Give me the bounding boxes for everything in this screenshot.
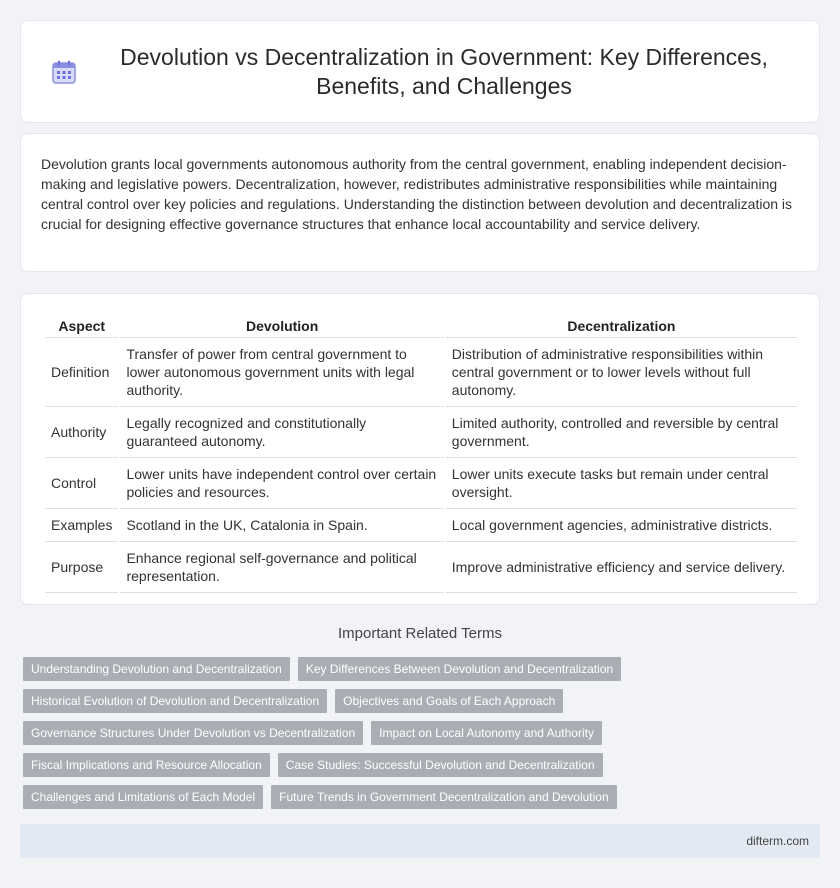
cell-aspect: Definition: [45, 338, 118, 407]
related-term-tag[interactable]: Future Trends in Government Decentralization and Devolution: [271, 785, 617, 809]
cell-decentralization: Distribution of administrative responsibilities within central government or to lower levels without full autonomy.: [446, 338, 797, 407]
cell-decentralization: Local government agencies, administrative districts.: [446, 509, 797, 542]
cell-decentralization: Lower units execute tasks but remain under central oversight.: [446, 458, 797, 509]
intro-card: [20, 133, 820, 272]
table-row: [45, 338, 797, 407]
related-term-tag[interactable]: Governance Structures Under Devolution vs Decentralization: [23, 721, 363, 745]
table-row: [45, 458, 797, 509]
cell-aspect: Authority: [45, 407, 118, 458]
table-row: [45, 542, 797, 593]
header-card: [20, 20, 820, 123]
cell-devolution: Enhance regional self-governance and political representation.: [120, 542, 443, 593]
cell-aspect: Control: [45, 458, 118, 509]
intro-paragraph: Devolution grants local governments autonomous authority from the central government, enabling independent decision-making and legislative powers. Decentralization, however, redistributes administrative responsibilities while maintaining central control over key policies and regulations. Understanding the distinction between devolution and decentralization is crucial for designing effective governance structures that enhance local accountability and service delivery.: [41, 156, 793, 232]
header-decentralization: Decentralization: [446, 312, 797, 338]
related-term-tag[interactable]: Objectives and Goals of Each Approach: [335, 689, 563, 713]
related-terms-list: [23, 657, 823, 817]
related-term-tag[interactable]: Key Differences Between Devolution and Decentralization: [298, 657, 621, 681]
related-terms-title: Important Related Terms: [338, 625, 502, 642]
cell-devolution: Scotland in the UK, Catalonia in Spain.: [120, 509, 443, 542]
cell-devolution: Transfer of power from central government to lower autonomous government units with legal authority.: [120, 338, 443, 407]
related-term-tag[interactable]: Challenges and Limitations of Each Model: [23, 785, 263, 809]
header-aspect: Aspect: [45, 312, 118, 338]
cell-decentralization: Improve administrative efficiency and service delivery.: [446, 542, 797, 593]
table-row: [45, 509, 797, 542]
related-term-tag[interactable]: Understanding Devolution and Decentralization: [23, 657, 290, 681]
footer: [20, 824, 820, 858]
cell-aspect: Examples: [45, 509, 118, 542]
page-title: Devolution vs Decentralization in Government: Key Differences, Benefits, and Challenges: [120, 43, 768, 99]
header-devolution: Devolution: [120, 312, 443, 338]
related-term-tag[interactable]: Impact on Local Autonomy and Authority: [371, 721, 602, 745]
cell-decentralization: Limited authority, controlled and reversible by central government.: [446, 407, 797, 458]
related-term-tag[interactable]: Case Studies: Successful Devolution and Decentralization: [278, 753, 603, 777]
related-term-tag[interactable]: Historical Evolution of Devolution and Decentralization: [23, 689, 327, 713]
cell-aspect: Purpose: [45, 542, 118, 593]
related-term-tag[interactable]: Fiscal Implications and Resource Allocation: [23, 753, 270, 777]
comparison-table-card: [20, 293, 820, 605]
comparison-table: [43, 312, 799, 593]
table-header-row: [45, 312, 797, 338]
cell-devolution: Legally recognized and constitutionally guaranteed autonomy.: [120, 407, 443, 458]
footer-site-link[interactable]: difterm.com: [746, 834, 809, 848]
cell-devolution: Lower units have independent control over certain policies and resources.: [120, 458, 443, 509]
table-row: [45, 407, 797, 458]
calendar-grid-icon: [51, 59, 77, 85]
